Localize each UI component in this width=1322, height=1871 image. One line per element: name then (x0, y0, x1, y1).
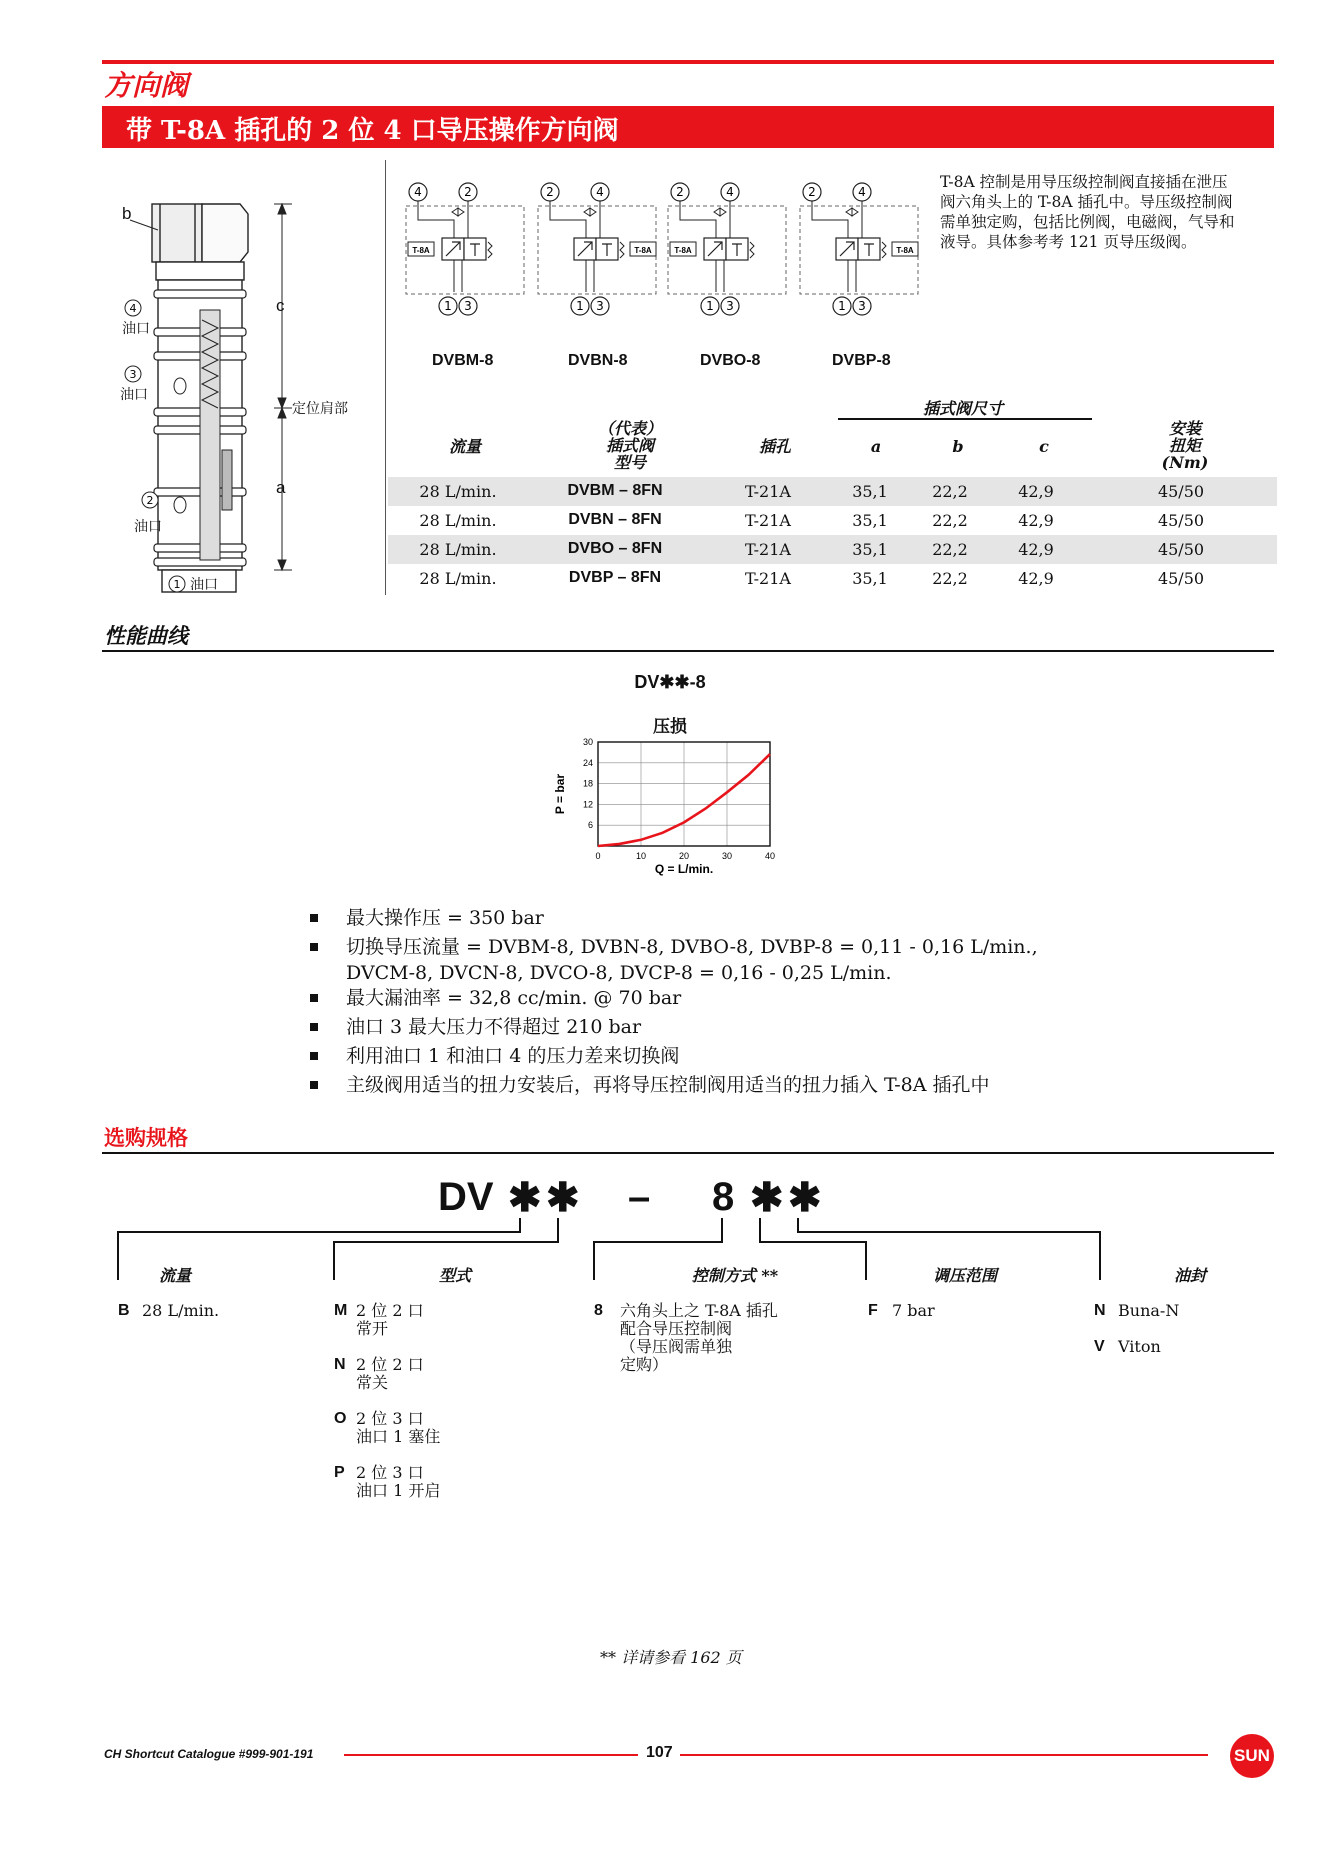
x-tick-label: 40 (764, 851, 776, 861)
pilot-label: T-8A (896, 246, 914, 255)
option-text: 油口 1 开启 (356, 1481, 441, 1500)
spring-icon (750, 242, 754, 258)
x-tick-label: 30 (721, 851, 733, 861)
option-text: 油口 1 塞住 (356, 1427, 441, 1446)
bullet-icon (310, 994, 318, 1002)
page-number: 107 (646, 1744, 673, 1761)
footer-rule-left (344, 1754, 638, 1756)
chart-subtitle: 压损 (653, 717, 687, 737)
code-prefix: DV (438, 1175, 494, 1219)
list-item (310, 904, 1270, 933)
performance-section-title: 性能曲线 (104, 623, 188, 648)
footnote: ** 详请参看 162 页 (600, 1648, 742, 1667)
bullet-icon (310, 1052, 318, 1060)
y-tick-label: 30 (582, 737, 593, 747)
pilot-label: T-8A (412, 246, 430, 255)
pilot-label: T-8A (634, 246, 652, 255)
port-number: 1 (444, 299, 452, 313)
spec-bullets (310, 904, 1270, 1100)
cell-b: 22,2 (932, 569, 968, 588)
option-text: Viton (1118, 1337, 1161, 1356)
port-number: 3 (596, 299, 604, 313)
bullet-text: 油口 3 最大压力不得超过 210 bar (346, 1016, 642, 1038)
table-row (388, 564, 1277, 593)
list-item (310, 1071, 1270, 1100)
bullet-text: 最大操作压 = 350 bar (346, 907, 544, 929)
option-code: F (868, 1302, 878, 1319)
cell-cavity: T-21A (745, 540, 791, 559)
cell-c: 42,9 (1018, 540, 1054, 559)
port4-label: 油口 (122, 321, 150, 337)
port3-label: 油口 (120, 387, 148, 403)
svg-text:1: 1 (173, 578, 181, 591)
cell-b: 22,2 (932, 482, 968, 501)
pilot-label: T-8A (674, 246, 692, 255)
page-title: 带 T-8A 插孔的 2 位 4 口导压操作方向阀 (126, 116, 619, 146)
option-code: N (1094, 1302, 1106, 1319)
code-star-2: ✱ (546, 1176, 580, 1220)
cell-model: DVBM – 8FN (567, 482, 663, 499)
x-tick-label: 20 (678, 851, 690, 861)
sun-logo: SUN (1230, 1734, 1274, 1778)
y-tick-label: 24 (582, 757, 593, 768)
table-row (388, 477, 1277, 506)
spring-icon (488, 242, 492, 258)
bullet-text: 最大漏油率 = 32,8 cc/min. @ 70 bar (346, 987, 682, 1009)
y-axis-label: P = bar (553, 773, 567, 815)
footer-rule-right (680, 1754, 1208, 1756)
option-text: 2 位 2 口 (356, 1301, 424, 1320)
option-text: 2 位 2 口 (356, 1355, 424, 1374)
option-code: B (118, 1302, 130, 1319)
cell-b: 22,2 (932, 540, 968, 559)
cell-torque: 45/50 (1157, 569, 1205, 588)
port-number: 3 (858, 299, 866, 313)
symbol-1 (406, 183, 524, 315)
th-cavity: 插孔 (758, 437, 791, 456)
cell-flow: 28 L/min. (419, 569, 497, 588)
cell-a: 35,1 (852, 540, 888, 559)
col-head-range: 调压范围 (932, 1266, 997, 1285)
bullet-icon (310, 1081, 318, 1089)
ordering-rule (102, 1152, 1274, 1154)
svg-text:3: 3 (129, 368, 137, 381)
option-text: Buna-N (1118, 1301, 1180, 1320)
list-item (310, 1042, 1270, 1071)
x-axis-label: Q = L/min. (654, 862, 714, 876)
performance-rule (102, 650, 1274, 652)
list-item (310, 933, 1270, 984)
symbol-label-dvbm: DVBM-8 (432, 352, 494, 369)
dim-c-label: c (276, 296, 285, 315)
cell-c: 42,9 (1018, 511, 1054, 530)
cell-c: 42,9 (1018, 569, 1054, 588)
option-text: 2 位 3 口 (356, 1409, 424, 1428)
cell-cavity: T-21A (745, 482, 791, 501)
spring-icon (620, 242, 624, 258)
spring-icon (882, 242, 886, 258)
option-text: 常关 (356, 1373, 389, 1392)
symbol-label-dvbo: DVBO-8 (700, 352, 761, 369)
section-title: 方向阀 (104, 69, 189, 102)
col-head-seal: 油封 (1173, 1266, 1206, 1285)
option-code: P (334, 1464, 345, 1481)
chart-title: DV✱✱-8 (634, 672, 706, 692)
option-text: 配合导压控制阀 (620, 1319, 733, 1338)
svg-text:4: 4 (129, 302, 137, 315)
cell-a: 35,1 (852, 482, 888, 501)
symbol-label-dvbn: DVBN-8 (568, 352, 628, 369)
dim-b-label: b (122, 204, 132, 223)
column-divider (385, 160, 386, 595)
cell-model: DVBP – 8FN (568, 569, 662, 586)
option-text: 7 bar (892, 1301, 935, 1320)
cell-c: 42,9 (1018, 482, 1054, 501)
port-number: 1 (576, 299, 584, 313)
orifice-icon (584, 208, 596, 216)
option-code: M (334, 1302, 348, 1319)
option-text: 28 L/min. (142, 1301, 220, 1320)
svg-text:2: 2 (146, 494, 154, 507)
option-text: 2 位 3 口 (356, 1463, 424, 1482)
orifice-icon (714, 208, 726, 216)
x-tick-label: 10 (635, 851, 647, 861)
y-tick-label: 18 (582, 778, 593, 789)
col-head-flow: 流量 (158, 1266, 191, 1285)
code-star-1: ✱ (508, 1176, 542, 1220)
shoulder-label: 定位肩部 (292, 401, 348, 417)
chart-axes (553, 737, 775, 876)
col-head-type: 型式 (438, 1266, 471, 1285)
th-b: b (952, 437, 964, 456)
cell-torque: 45/50 (1157, 511, 1205, 530)
orifice-icon (846, 208, 858, 216)
y-tick-label: 6 (587, 820, 593, 831)
bullet-icon (310, 943, 318, 951)
option-code: 8 (594, 1302, 603, 1319)
option-code: O (334, 1410, 347, 1427)
port-number: 1 (838, 299, 846, 313)
code-num: 8 (712, 1175, 735, 1219)
bullet-text-continued: DVCM-8, DVCN-8, DVCO-8, DVCP-8 = 0,16 - 0,25 L/min. (346, 962, 892, 984)
port-number: 4 (596, 185, 604, 199)
port-number: 3 (726, 299, 734, 313)
cell-flow: 28 L/min. (419, 540, 497, 559)
code-star-3: ✱ (750, 1176, 784, 1220)
orifice-icon (452, 208, 464, 216)
option-text: （导压阀需单独 (620, 1337, 733, 1356)
th-a: a (870, 437, 882, 456)
cell-torque: 45/50 (1157, 482, 1205, 501)
option-text: 常开 (356, 1319, 389, 1338)
cell-b: 22,2 (932, 511, 968, 530)
list-item (310, 1013, 1270, 1042)
dimension-header: 插式阀尺寸 (922, 399, 1003, 418)
cell-torque: 45/50 (1157, 540, 1205, 559)
pressure-drop-chart (540, 732, 800, 882)
y-tick-label: 12 (582, 799, 593, 810)
code-dash: – (628, 1175, 651, 1219)
cell-cavity: T-21A (745, 569, 791, 588)
bullet-text: 主级阀用适当的扭力安装后，再将导压控制阀用适当的扭力插入 T-8A 插孔中 (346, 1074, 990, 1096)
description-text: T-8A 控制是用导压级控制阀直接插在泄压阀六角头上的 T-8A 插孔中。导压级控制阀需单独定购，包括比例阀，电磁阀，气导和液导。具体参考考 121 页导压级阀。 (940, 173, 1235, 251)
col-head-control: 控制方式 ** (691, 1266, 779, 1285)
option-code: V (1094, 1338, 1105, 1355)
port-number: 2 (546, 185, 554, 199)
dim-a-label: a (276, 478, 286, 497)
bullet-text: 切换导压流量 = DVBM-8, DVBN-8, DVBO-8, DVBP-8 = 0,11 - 0,16 L/min., (346, 936, 1038, 958)
bullet-text: 利用油口 1 和油口 4 的压力差来切换阀 (346, 1045, 680, 1067)
hydraulic-symbols (400, 180, 920, 326)
port-number: 3 (464, 299, 472, 313)
symbol-4 (800, 183, 918, 315)
cell-flow: 28 L/min. (419, 482, 497, 501)
port1-label: 油口 (190, 577, 218, 593)
ordering-section-title: 选购规格 (104, 1125, 188, 1150)
th-torque: 安装 扭矩 (Nm) (1161, 419, 1209, 472)
symbol-2 (538, 183, 656, 315)
th-model: （代表） 插式阀 型号 (597, 419, 662, 472)
th-c: c (1039, 437, 1049, 456)
port-number: 4 (858, 185, 866, 199)
port-number: 2 (808, 185, 816, 199)
port-number: 4 (414, 185, 422, 199)
symbol-label-dvbp: DVBP-8 (832, 352, 891, 369)
option-text: 定购） (620, 1355, 669, 1374)
cell-cavity: T-21A (745, 511, 791, 530)
symbol-3 (668, 183, 786, 315)
list-item (310, 984, 1270, 1013)
cell-model: DVBO – 8FN (567, 540, 663, 557)
cell-a: 35,1 (852, 569, 888, 588)
cell-a: 35,1 (852, 511, 888, 530)
code-star-4: ✱ (788, 1176, 822, 1220)
cell-model: DVBN – 8FN (568, 511, 662, 528)
title-bar (102, 106, 1274, 148)
option-text: 六角头上之 T-8A 插孔 (620, 1301, 778, 1320)
bullet-icon (310, 1023, 318, 1031)
port2-label: 油口 (134, 519, 162, 535)
catalogue-number: CH Shortcut Catalogue #999-901-191 (104, 1747, 314, 1761)
header-top-rule (102, 60, 1274, 64)
x-tick-label: 0 (595, 851, 601, 861)
port-number: 1 (706, 299, 714, 313)
port-number: 4 (726, 185, 734, 199)
cell-flow: 28 L/min. (419, 511, 497, 530)
th-flow: 流量 (448, 437, 481, 456)
table-row (388, 506, 1277, 535)
port-number: 2 (676, 185, 684, 199)
port-number: 2 (464, 185, 472, 199)
bullet-icon (310, 914, 318, 922)
dimension-rule (838, 418, 1092, 420)
option-code: N (334, 1356, 346, 1373)
table-row (388, 535, 1277, 564)
